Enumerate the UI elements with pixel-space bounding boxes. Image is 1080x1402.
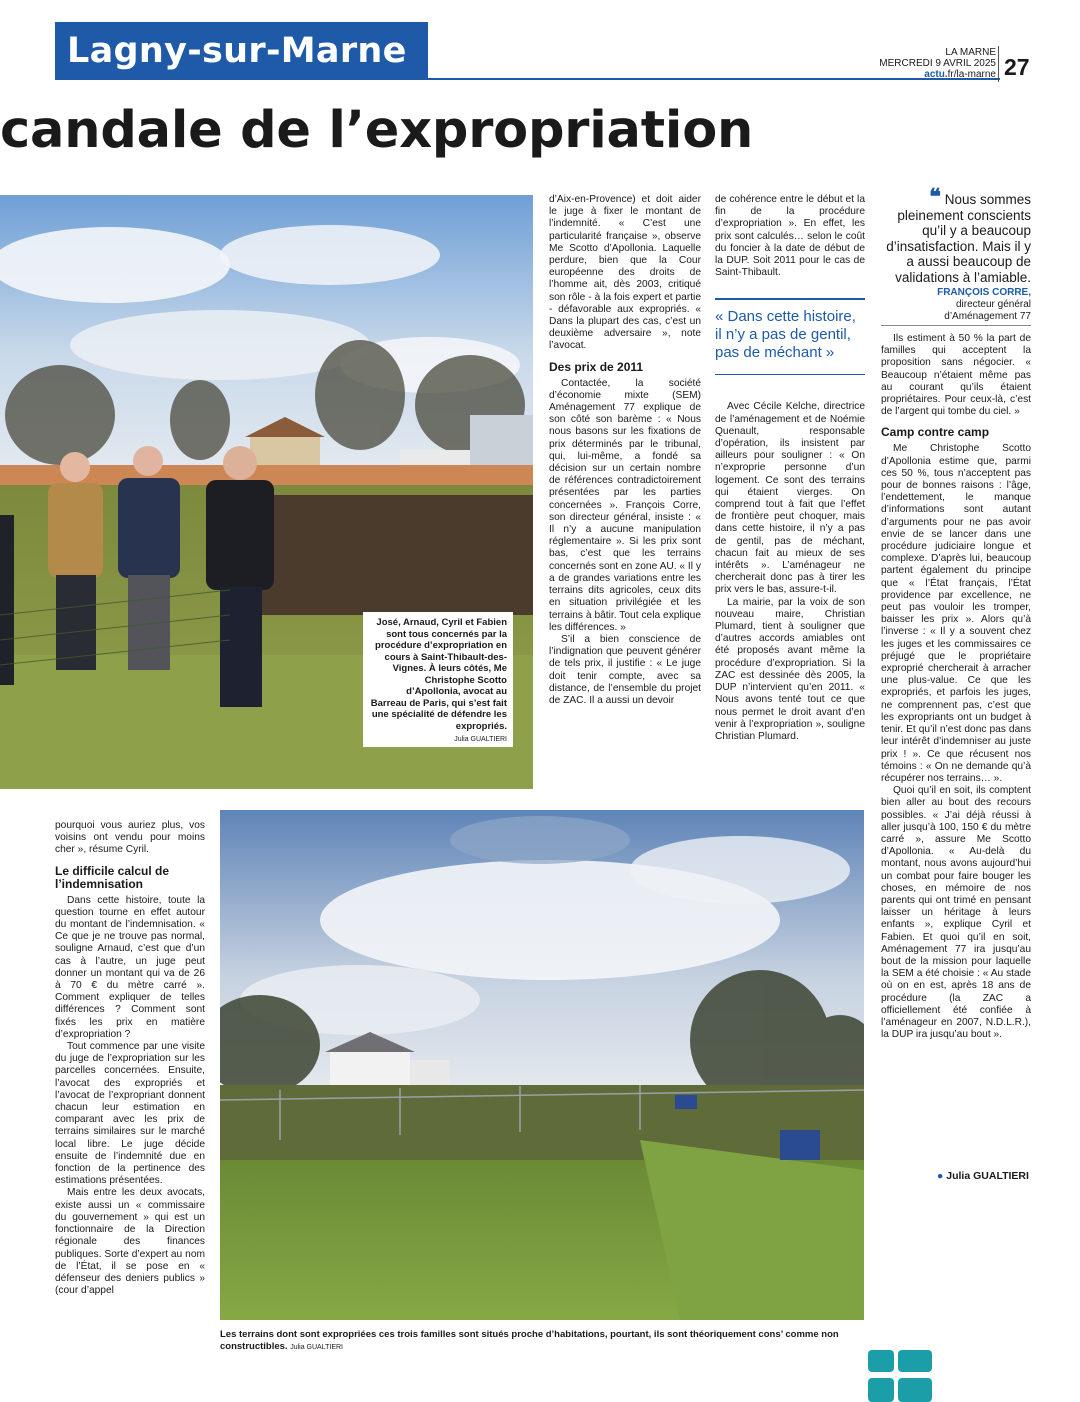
masthead [879, 47, 996, 80]
colA-paragraph-1: d’Aix-en-Provence) et doit aider le juge à fixer le montant de l’indemnité. « C’est une particularité française », observe Me Scotto d’Apollonia. Laquelle perdure, bien que la Cour européenne des droits de l’homme ait, dès 2003, critiqué son rôle - à la fois expert et partie - défavorable aux expropriés. « Dans la plupart des cas, c’est un deuxième adversaire », note l’avocat. [549, 194, 701, 352]
colB-paragraph-1: de cohérence entre le début et la fin de la procédure d’expropriation ». En effet, les prix sont calculés… selon le coût du foncier à la date de début de la DUP. Soit 2011 pour le cas de Saint-Thibault. [715, 194, 865, 279]
page-divider [998, 46, 999, 82]
photo2-caption-text: Les terrains dont sont expropriées ces trois familles sont situés proche d’habitations, pourtant, ils sont théoriquement cons’ comme non constructibles. [220, 1329, 839, 1352]
colB-paragraph-3: La mairie, par la voix de son nouveau maire, Christian Plumard, tient à souligner que d’autres accords amiables ont été proposés avant même la procédure d’expropriation. Si la ZAC est dessinée dès 2005, la DUP n’intervient qu’en 2011. « Nous avons tenté tout ce que nous permet le droit avant d’en venir à l’expropriation », souligne Christian Plumard. [715, 596, 865, 742]
publication-site: actu.fr/la-marne [924, 69, 996, 80]
page-number: 27 [1004, 54, 1030, 80]
photo2-caption [220, 1329, 840, 1354]
side-quote-rule [881, 325, 1031, 326]
article-column-b [715, 194, 865, 743]
publisher-logo-icon [868, 1350, 932, 1402]
publication-date: MERCREDI 9 AVRIL 2025 [879, 58, 996, 69]
photo2-credit: Julia GUALTIERI [290, 1344, 343, 1351]
article-byline: ● Julia GUALTIERI [937, 1170, 1029, 1182]
colD-subhead: Le difficile calcul de l’indemnisation [55, 863, 170, 891]
side-quote [881, 184, 1031, 323]
colD-paragraph-4: Mais entre les deux avocats, existe aussi un « commissaire du gouvernement » qui est un fonctionnaire de la Direction régionale des finances publiques. Sorte d’expert au nom de l’État, il se pose en « défenseur des deniers publics » (cour d’appel [55, 1187, 205, 1297]
section-tag: Lagny-sur-Marne [55, 22, 428, 80]
article-column-a [549, 194, 701, 707]
colC-paragraph-3: Quoi qu’il en soit, ils comptent bien aller au bout des recours possibles. « J’ai déjà réussi à aller jusqu’à 100, 150 € du mètre carré », assure Me Scotto d’Apollonia. « Au-delà du montant, nous avons aujourd’hui un combat pour faire bouger les choses, en mémoire de nos parents qui ont trimé en pensant laisser un héritage à leurs enfants », explique Cyril et Fabien. Et quoi qu’il en soit, Aménagement 77 ira jusqu’au bout de la mission pour laquelle la SEM a été choisie : « Au stade où on en est, après 18 ans de procédure (la ZAC a officiellement été confiée à l’aménageur en 2007, N.D.L.R.), la DUP ira jusqu’au bout ». [881, 785, 1031, 1041]
side-quote-text: ❝ Nous sommes pleinement conscients qu’il y a beaucoup d’insatisfaction. Mais il y a aussi beaucoup de validations à l’amiable. [886, 184, 1031, 285]
colB-paragraph-2: Avec Cécile Kelche, directrice de l’aménagement et de Noémie Quenault, responsable d’opération, ils insistent par ailleurs pour souligner : « On n’exproprie personne d’un logement. Ce sont des terrains qui étaient vierges. On comprend tout à fait que l’effet de frontière peut choquer, mais dans cette histoire, il n’y a pas de gentil, pas de méchant, chacun fait au mieux de ses intérêts ». L’aménageur ne chercherait donc pas à tirer les prix vers le bas, assure-t-il. [715, 401, 865, 596]
article-column-d [55, 820, 205, 1297]
byline-bullet-icon: ● [937, 1170, 944, 1182]
photo1-caption [363, 612, 513, 747]
colC-subhead: Camp contre camp [881, 425, 990, 440]
photo1-credit: Julia GUALTIERI [454, 736, 507, 743]
side-quote-role: directeur général d’Aménagement 77 [944, 299, 1031, 322]
colA-paragraph-2: Contactée, la société d’économie mixte (SEM) Aménagement 77 explique de son côté son barème : « Nous nous basons sur les fixations de prix déterminés par le tribunal, qui, lui-même, a fondé sa décision sur un certain nombre de références contradictoirement présentées par les parties concernées ». François Corre, son directeur général, insiste : « Il n’y a aucune manipulation réglementaire ». Si les prix sont bas, c’est que les terrains concernés sont en zone AU. « Il y a de grandes variations entre les terrains dits agricoles, ceux dits en situation privilégiée et les terrains à bâtir. Tout cela explique les différences. » [549, 377, 701, 633]
pull-quote-rule [715, 374, 865, 375]
colA-paragraph-3: S’il a bien conscience de l’indignation que peuvent générer de tels prix, il justifie : « Le juge doit tenir compte, avec sa distance, de l’ensemble du projet de ZAC. Il a aussi un devoir [549, 633, 701, 706]
photo-garden-plots [220, 810, 864, 1320]
publication-name: LA MARNE [945, 47, 996, 58]
colC-paragraph-2: Me Christophe Scotto d’Apollonia estime que, parmi ces 50 %, tous n’acceptent pas pour de bonnes raisons : l’âge, l’endettement, le manque d’informations sont autant d’arguments pour ne pas avoir envie de se lancer dans une procédure judiciaire longue et complexe. D’après lui, beaucoup partent également du principe que « l’État français, l’État providence par excellence, ne peut pas vouloir les tromper, baisser les prix ». Alors qu’à l’inverse : « Il y a souvent chez les juges et les commissaires ce préjugé que le propriétaire exproprié chercherait à arracher une plus-value. Ce que les expropriés, et parfois les juges, ne comprennent pas, c’est que les expropriants ont un budget à tenir. Et qu’il n’est donc pas dans leur intérêt d’indemniser au juste prix ! ». Ce que récusent nos témoins : « On ne demande qu’à récupérer nos terrains… ». [881, 443, 1031, 784]
colD-paragraph-1: pourquoi vous auriez plus, vos voisins ont vendu pour moins cher », résume Cyril. [55, 820, 205, 856]
side-quote-author: FRANÇOIS CORRE, [937, 287, 1031, 298]
colD-paragraph-2: Dans cette histoire, toute la question tourne en effet autour du montant de l’indemnisation. « Ce que je ne trouve pas normal, souligne Arnaud, c’est que d’un cas à l’autre, un juge peut donner un montant qui va de 26 à 70 € du mètre carré ». Comment expliquer de telles différences ? Comment sont fixés les prix en matière d’expropriation ? [55, 894, 205, 1040]
pull-quote: « Dans cette histoire, il n’y a pas de gentil, pas de méchant » [715, 298, 865, 362]
colC-paragraph-1: Ils estiment à 50 % la part de familles qui acceptent la proposition sans négocier. « Beaucoup n’étaient même pas au courant qu’ils étaient propriétaires. Pour ceux-là, c’est de l’argent qui tombe du ciel. » [881, 333, 1031, 418]
colA-subhead: Des prix de 2011 [549, 359, 644, 374]
colD-paragraph-3: Tout commence par une visite du juge de l’expropriation sur les parcelles concernées. Ensuite, l’avocat des expropriés et l’avocat de l’expropriant donnent chacun leur estimation en comparant avec les prix de terrains similaires sur le marché local libre. Le juge décide ensuite de l’indemnité due en fonction de la pertinence des estimations présentées. [55, 1041, 205, 1187]
garden-plots-illustration [220, 810, 864, 1320]
article-column-c [881, 333, 1031, 1041]
photo1-caption-text: José, Arnaud, Cyril et Fabien sont tous concernés par la procédure d’expropriation en cours à Saint-Thibault-des-Vignes. À leurs côtés, Me Christophe Scotto d’Apollonia, avocat au Barreau de Paris, qui s’est fait une spécialité de défendre les expropriés. [370, 617, 507, 732]
quote-mark-icon: ❝ [929, 184, 941, 210]
article-headline: candale de l’expropriation [0, 101, 754, 160]
